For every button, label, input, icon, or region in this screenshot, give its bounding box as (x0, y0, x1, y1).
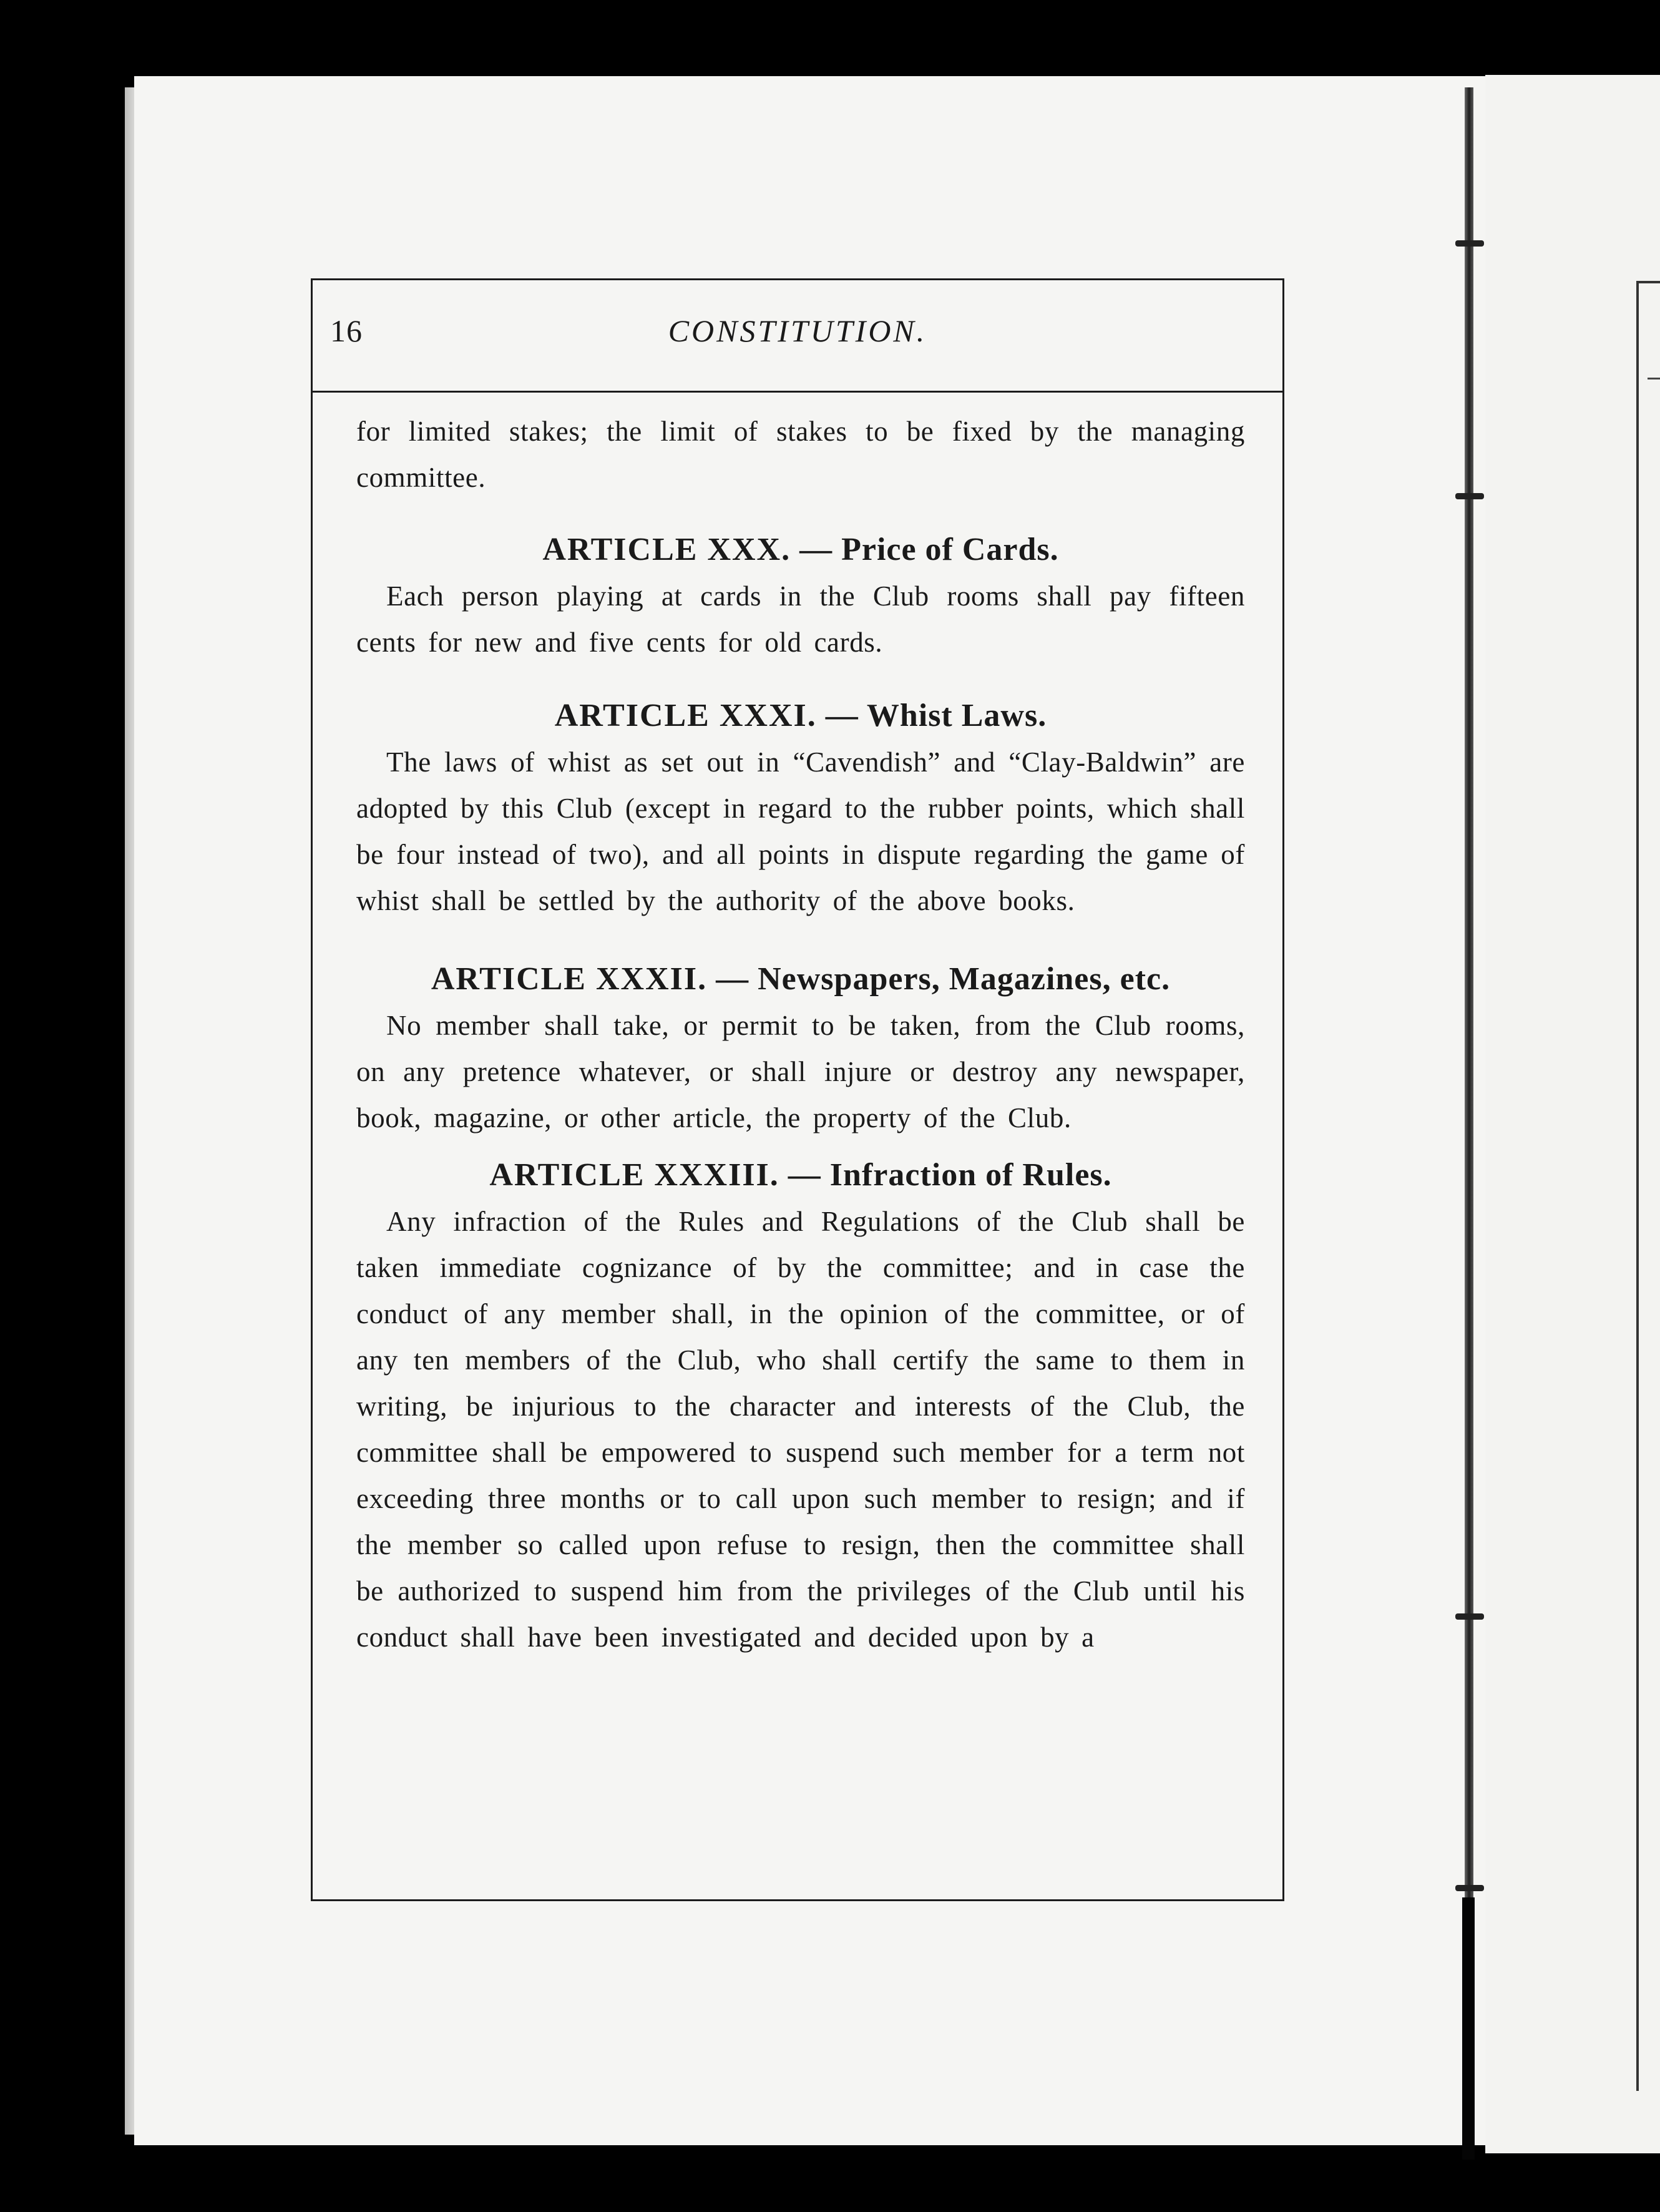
binding-thread-knot (1455, 493, 1484, 499)
facing-page-frame-top (1636, 281, 1660, 283)
running-title: CONSTITUTION. (668, 313, 927, 348)
book-spine-shadow (1462, 1897, 1475, 2160)
article-text-xxxiii: Any infraction of the Rules and Regulations of the Club shall be taken immediate cognizance of by the committee; and in case the conduct of any member shall, in the opinion of the committee, or of any ten members of the Club, who shall certify the same to them in writing, be injurious to the character and interests of the Club, the committee shall be empowered to suspend such member for a term not exceeding three months or to call upon such member to resign; and if the member so called upon refuse to resign, then the committee shall be authorized to suspend him from the privileges of the Club until his conduct shall have been investigated and decided upon by a (356, 1206, 1245, 1653)
running-header (313, 280, 1282, 393)
book-spine-gutter (1465, 87, 1473, 2085)
article-heading-xxxi (356, 693, 1245, 739)
article-label: ARTICLE XXXI. (554, 698, 817, 733)
continuation-paragraph: for limited stakes; the limit of stakes to be fixed by the managing committee. (356, 416, 1245, 493)
article-title: Newspapers, Magazines, etc. (758, 961, 1171, 997)
binding-thread-knot (1455, 240, 1484, 247)
article-text-xxxi: The laws of whist as set out in “Cavendish” and “Clay-Baldwin” are adopted by this Club (except in regard to the rubber points, which shall be four instead of two), and all points in dispute regarding the game of whist shall be settled by the authority of the above books. (356, 746, 1245, 916)
article-text-xxxii: No member shall take, or permit to be taken, from the Club rooms, on any pretence whatever, or shall injure or destroy any newspaper, book, magazine, or other article, the property of the Club. (356, 1010, 1245, 1133)
page-text-body (356, 408, 1245, 1660)
article-dash: — (716, 961, 749, 997)
book-page-right (1485, 75, 1660, 2153)
article-heading-xxx (356, 527, 1245, 573)
article-title: Price of Cards. (841, 532, 1059, 567)
article-dash: — (799, 532, 833, 567)
article-heading-xxxii (356, 956, 1245, 1002)
article-heading-xxxiii (356, 1152, 1245, 1198)
binding-thread-knot (1455, 1613, 1484, 1620)
article-dash: — (825, 698, 859, 733)
article-label: ARTICLE XXX. (542, 532, 791, 567)
article-title: Infraction of Rules. (829, 1157, 1112, 1193)
facing-page-header-rule (1648, 378, 1660, 379)
article-title: Whist Laws. (866, 698, 1047, 733)
binding-thread-knot (1455, 1885, 1484, 1891)
article-text-xxx: Each person playing at cards in the Club rooms shall pay fifteen cents for new and five cents for old cards. (356, 580, 1245, 658)
facing-page-frame-edge (1636, 281, 1639, 2091)
article-label: ARTICLE XXXIII. (489, 1157, 779, 1193)
printed-page-frame (311, 278, 1284, 1901)
page-number: 16 (330, 313, 363, 348)
article-label: ARTICLE XXXII. (431, 961, 708, 997)
article-dash: — (788, 1157, 821, 1193)
